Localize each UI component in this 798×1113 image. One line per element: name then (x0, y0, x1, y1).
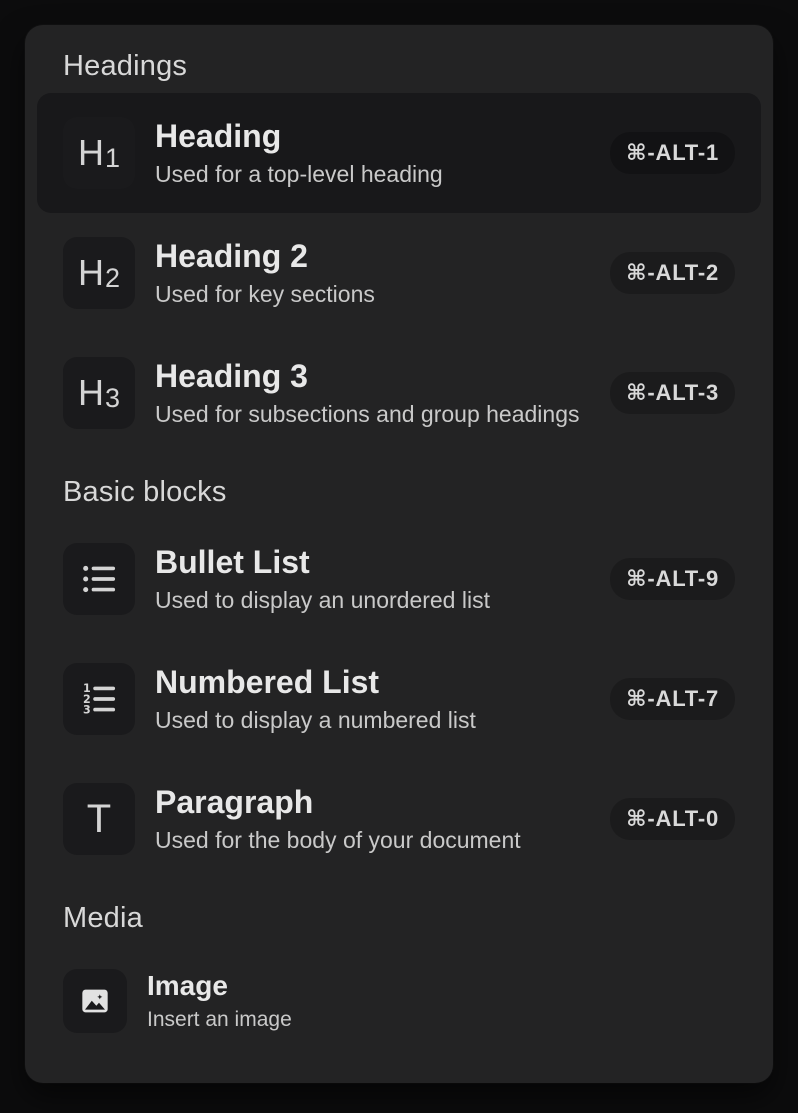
item-description: Used for a top-level heading (155, 160, 443, 187)
item-description: Used to display a numbered list (155, 706, 476, 733)
block-insert-menu (25, 25, 773, 1083)
item-title: Heading 3 (155, 357, 308, 394)
item-description: Used to display an unordered list (155, 586, 490, 613)
item-description: Used for the body of your document (155, 826, 521, 853)
svg-text:3: 3 (82, 703, 91, 717)
item-title: Image (147, 969, 228, 1001)
item-title: Heading (155, 117, 282, 154)
shortcut-badge: ⌘-ALT-1 (610, 132, 735, 174)
menu-section (37, 51, 761, 453)
shortcut-badge: ⌘-ALT-0 (610, 798, 735, 840)
menu-item[interactable] (37, 945, 761, 1057)
h3-icon: H 3 (63, 357, 135, 429)
item-text (155, 664, 476, 734)
item-title: Bullet List (155, 543, 310, 580)
menu-item[interactable] (37, 333, 761, 453)
menu-item[interactable] (37, 93, 761, 213)
item-text (155, 544, 490, 614)
section-items (37, 945, 761, 1057)
item-title: Numbered List (155, 663, 380, 700)
item-title: Heading 2 (155, 237, 308, 274)
item-description: Insert an image (147, 1008, 292, 1031)
svg-text:1: 1 (82, 682, 91, 696)
shortcut-badge: ⌘-ALT-9 (610, 558, 735, 600)
menu-section (37, 903, 761, 1057)
section-items (37, 93, 761, 453)
bullet-list-icon (63, 543, 135, 615)
section-label: Media (63, 902, 143, 934)
menu-section (37, 477, 761, 879)
item-title: Paragraph (155, 783, 314, 820)
item-description: Used for subsections and group headings (155, 400, 580, 427)
shortcut-badge: ⌘-ALT-3 (610, 372, 735, 414)
menu-item[interactable] (37, 639, 761, 759)
item-description: Used for key sections (155, 280, 375, 307)
item-text (155, 784, 521, 854)
item-text (155, 238, 375, 308)
h1-icon: H 1 (63, 117, 135, 189)
menu-item[interactable] (37, 759, 761, 879)
item-text (155, 358, 580, 428)
item-text (155, 118, 443, 188)
section-label: Headings (63, 50, 188, 82)
section-label: Basic blocks (63, 476, 227, 508)
image-icon (63, 969, 127, 1033)
numbered-list-icon (63, 663, 135, 735)
section-items (37, 519, 761, 879)
shortcut-badge: ⌘-ALT-2 (610, 252, 735, 294)
h2-icon: H 2 (63, 237, 135, 309)
item-text (147, 970, 292, 1032)
svg-text:2: 2 (82, 692, 91, 706)
paragraph-icon: T (63, 783, 135, 855)
menu-item[interactable] (37, 213, 761, 333)
shortcut-badge: ⌘-ALT-7 (610, 678, 735, 720)
menu-item[interactable] (37, 519, 761, 639)
